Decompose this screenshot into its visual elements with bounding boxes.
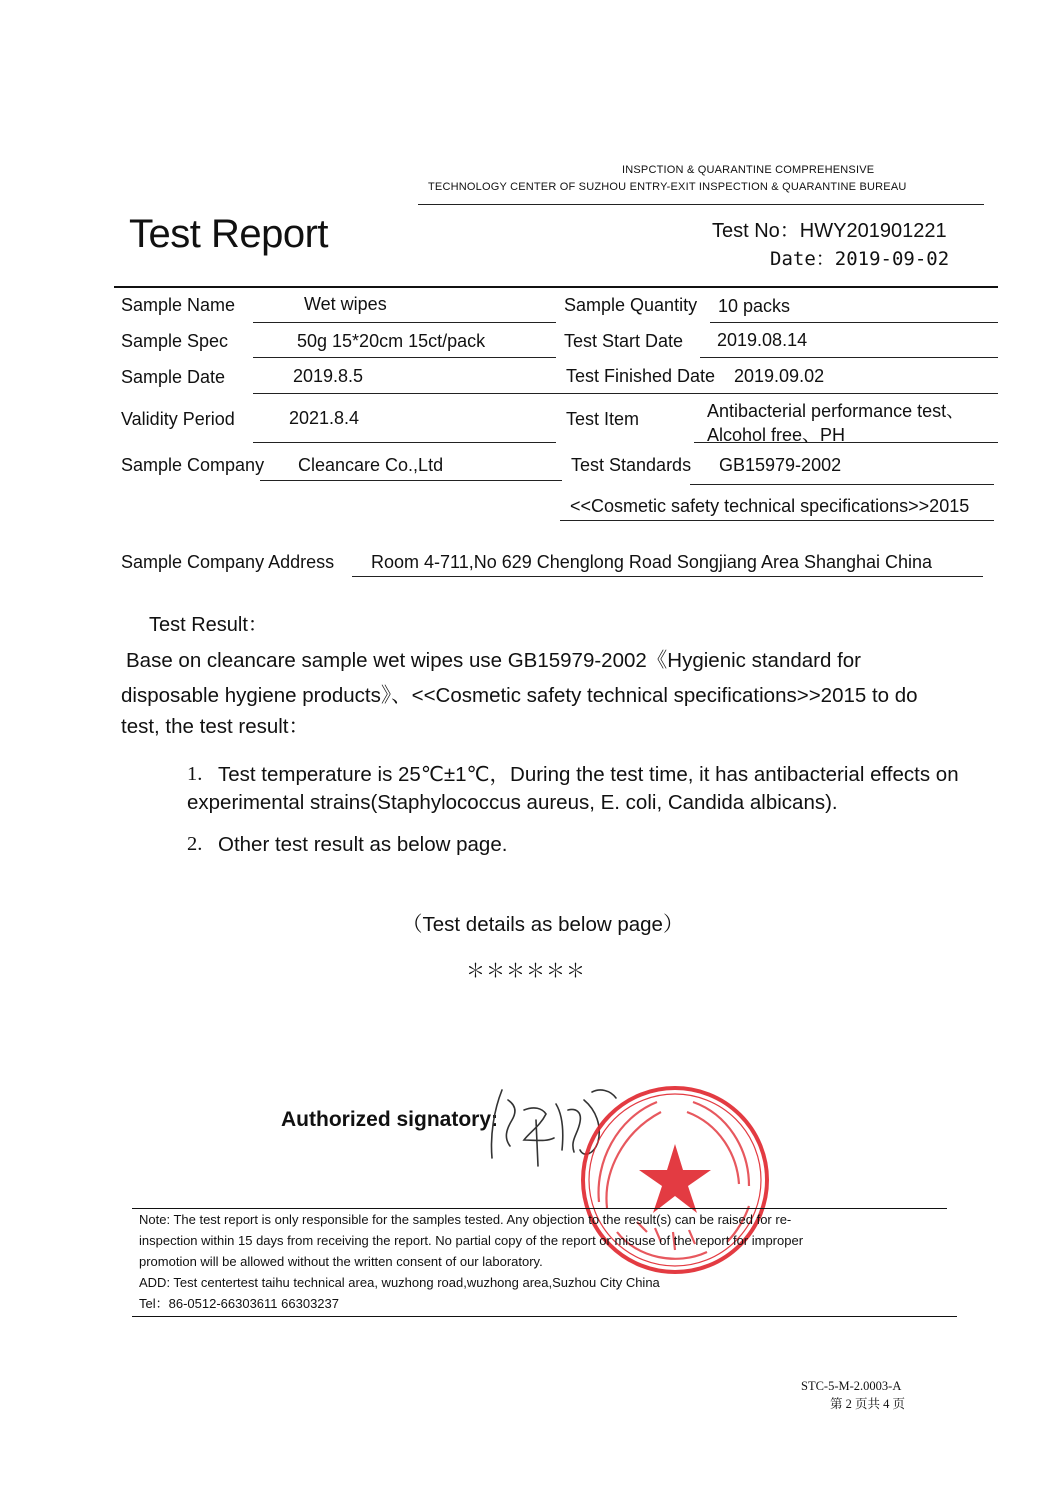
org-line-1: INSPCTION & QUARANTINE COMPREHENSIVE [622,164,875,176]
note-line-3: promotion will be allowed without the written consent of our laboratory. [139,1254,543,1269]
test-start-date-label: Test Start Date [564,331,684,351]
sample-company-address-label: Sample Company Address [121,552,335,572]
result-item-1-line2: experimental strains(Staphylococcus aureus, E. coli, Candida albicans). [187,791,838,814]
report-date: Date：2019-09-02 [770,248,950,270]
sample-company-address-underline [352,576,983,577]
test-details-note: （Test details as below page） [402,913,684,936]
note-line-2: inspection within 15 days from receiving the report. No partial copy of the report or misuse of the report for improper [139,1233,804,1248]
test-item-underline [694,442,998,443]
result-item-2-line1: Other test result as below page. [218,833,508,856]
test-finished-date-value: 2019.09.02 [734,366,825,386]
sample-quantity-label: Sample Quantity [564,295,698,315]
page-indicator: 第 2 页共 4 页 [830,1397,906,1411]
note-line-1: Note: The test report is only responsible for the samples tested. Any objection to the result(s) can be raised for re- [139,1212,792,1227]
test-standards-value-line1: GB15979-2002 [719,455,842,475]
test-item-value-line1: Antibacterial performance test、 [707,401,965,421]
note-tel: Tel：86-0512-66303611 66303237 [139,1296,339,1311]
sample-company-address-value: Room 4-711,No 629 Chenglong Road Songjiang Area Shanghai China [371,552,933,572]
test-start-date-underline [700,357,998,358]
test-standards-label: Test Standards [571,455,692,475]
result-item-1-line1: Test temperature is 25℃±1℃，During the test time, it has antibacterial effects on [218,763,959,786]
note-bottom-rule [132,1316,957,1317]
sample-date-label: Sample Date [121,367,226,387]
note-address: ADD: Test centertest taihu technical area, wuzhong road,wuzhong area,Suzhou City China [139,1275,660,1290]
sample-spec-underline [253,357,556,358]
test-finished-date-label: Test Finished Date [566,366,716,386]
info-top-rule [114,286,998,288]
authorized-signatory-label: Authorized signatory: [281,1108,499,1131]
sample-spec-value: 50g 15*20cm 15ct/pack [297,331,486,351]
sample-quantity-underline [710,322,998,323]
test-result-heading: Test Result： [149,614,268,636]
test-item-label: Test Item [566,409,640,429]
sample-name-value: Wet wipes [304,294,387,314]
sample-date-value: 2019.8.5 [293,366,364,386]
test-start-date-value: 2019.08.14 [717,330,808,350]
sample-company-value: Cleancare Co.,Ltd [298,455,444,475]
test-standards-value-line2: <<Cosmetic safety technical specifications>>2015 [570,496,970,516]
validity-period-underline [253,442,556,443]
header-divider [418,204,984,205]
org-line-2: TECHNOLOGY CENTER OF SUZHOU ENTRY-EXIT INSPECTION & QUARANTINE BUREAU [428,181,907,193]
stars-separator: ＊＊＊＊＊＊ [466,961,587,982]
test-item-value-line2: Alcohol free、PH [707,425,846,445]
sample-spec-label: Sample Spec [121,331,229,351]
result-intro-line3: test, the test result： [121,715,309,738]
sample-name-underline [253,322,556,323]
sample-company-underline [260,480,562,481]
result-intro-line1: Base on cleancare sample wet wipes use GB15979-2002《Hygienic standard for [126,649,861,672]
form-code: STC-5-M-2.0003-A [801,1379,902,1393]
test-number: Test No：HWY201901221 [712,220,947,242]
note-block [139,1209,909,1314]
result-item-2-number: 2. [187,833,203,855]
result-intro-line2: disposable hygiene products》、<<Cosmetic safety technical specifications>>2015 to do [121,684,918,707]
page-title: Test Report [129,212,329,256]
test-finished-date-underline [556,393,998,394]
validity-period-value: 2021.8.4 [289,408,360,428]
sample-date-underline [253,393,556,394]
test-standards-underline-2 [560,520,994,521]
result-item-1-number: 1. [187,763,203,785]
sample-name-label: Sample Name [121,295,236,315]
sample-quantity-value: 10 packs [718,296,791,316]
validity-period-label: Validity Period [121,409,235,429]
sample-company-label: Sample Company [121,455,265,475]
test-standards-underline-1 [690,484,994,485]
